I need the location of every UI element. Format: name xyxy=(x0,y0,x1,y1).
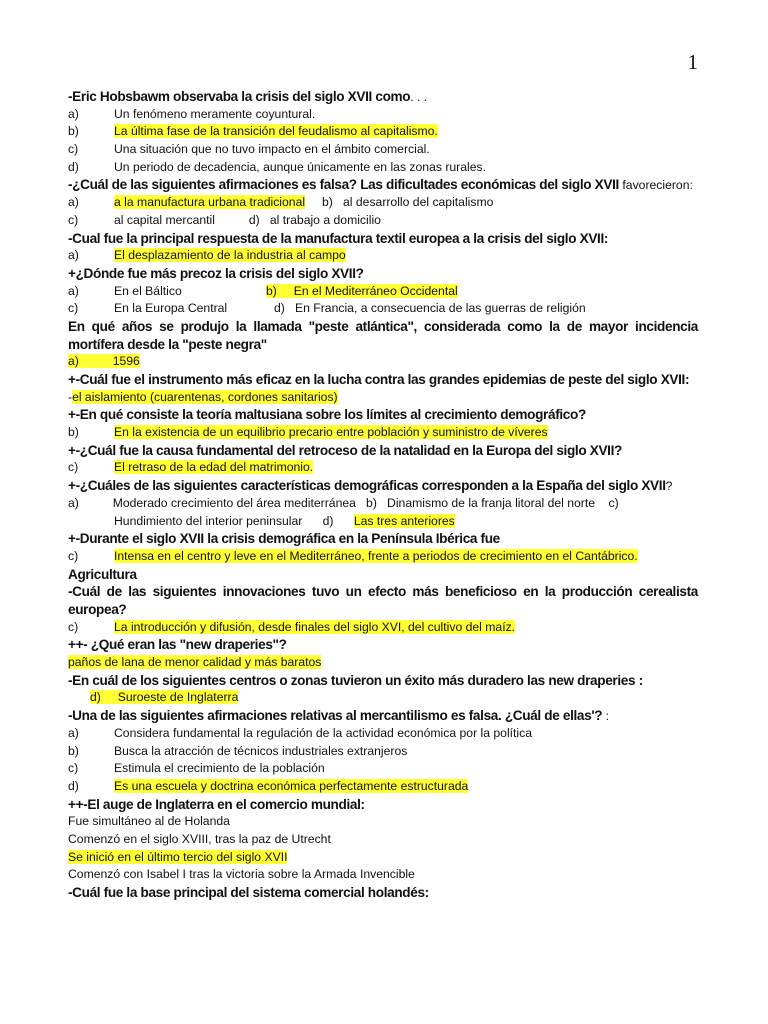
option-answer: a) El desplazamiento de la industria al campo xyxy=(68,248,346,263)
document-body xyxy=(68,88,698,902)
option: a) Considera fundamental la regulación de la actividad económica por la política xyxy=(68,725,533,740)
option: c) Una situación que no tuvo impacto en el ámbito comercial. xyxy=(68,142,430,157)
question-3: -Cual fue la principal respuesta de la manufactura textil europea a la crisis del siglo XVII: xyxy=(68,230,609,246)
option-answer: Se inició en el último tercio del siglo XVII xyxy=(68,849,288,864)
option: Comenzó con Isabel I tras la victoria sobre la Armada Invencible xyxy=(68,867,415,882)
page-number: 1 xyxy=(687,50,698,74)
option-answer: c) La introducción y difusión, desde finales del siglo XVI, del cultivo del maíz. xyxy=(68,619,516,634)
question-1: -Eric Hobsbawm observaba la crisis del siglo XVII como. . . xyxy=(68,89,428,104)
option: d) Un periodo de decadencia, aunque únicamente en las zonas rurales. xyxy=(68,159,486,174)
option: a) Un fenómeno meramente coyuntural. xyxy=(68,106,316,121)
question-2: -¿Cuál de las siguientes afirmaciones es falsa? Las dificultades económicas del siglo XVII favorecieron: xyxy=(68,177,693,193)
question-10: +-Durante el siglo XVII la crisis demográfica en la Península Ibérica fue xyxy=(68,531,500,547)
option: Fue simultáneo al de Holanda xyxy=(68,814,230,829)
question-6: +-Cuál fue el instrumento más eficaz en la lucha contra las grandes epidemias de peste del siglo XVII: xyxy=(68,372,690,388)
option-answer: c) Intensa en el centro y leve en el Mediterráneo, frente a periodos de crecimiento en el Cantábrico. xyxy=(68,548,638,563)
question-13: -En cuál de los siguientes centros o zonas tuvieron un éxito más duradero las new draperies : xyxy=(68,672,643,688)
question-16: -Cuál fue la base principal del sistema comercial holandés: xyxy=(68,885,429,901)
question-4: +¿Dónde fue más precoz la crisis del siglo XVII? xyxy=(68,265,364,281)
option-row: c) En la Europa Central d) En Francia, a consecuencia de las guerras de religión xyxy=(68,301,586,316)
question-8: +-¿Cuál fue la causa fundamental del retroceso de la natalidad en la Europa del siglo XVII? xyxy=(68,442,622,458)
option-row: Hundimiento del interior peninsular d) Las tres anteriores xyxy=(114,513,455,528)
question-15: ++-El auge de Inglaterra en el comercio mundial: xyxy=(68,796,365,812)
option-row: a) En el Báltico b) En el Mediterráneo Occidental xyxy=(68,283,458,298)
option: Comenzó en el siglo XVIII, tras la paz de Utrecht xyxy=(68,831,331,846)
question-14: -Una de las siguientes afirmaciones relativas al mercantilismo es falsa. ¿Cuál de ellas'? : xyxy=(68,708,610,724)
question-5: En qué años se produjo la llamada "peste atlántica", considerada como la de mayor incidencia mortífera desde la "peste negra" xyxy=(68,318,698,352)
option-answer: c) El retraso de la edad del matrimonio. xyxy=(68,460,314,475)
option-row: a) a la manufactura urbana tradicional b) al desarrollo del capitalismo xyxy=(68,195,494,210)
option-row: a) Moderado crecimiento del área mediterránea b) Dinamismo de la franja litoral del norte c) xyxy=(68,495,619,510)
option: c) Estimula el crecimiento de la población xyxy=(68,761,325,776)
question-7: +-En qué consiste la teoría maltusiana sobre los límites al crecimiento demográfico? xyxy=(68,407,586,423)
option-answer: paños de lana de menor calidad y más baratos xyxy=(68,655,322,670)
question-11: -Cuál de las siguientes innovaciones tuvo un efecto más beneficioso en la producción cerealista europea? xyxy=(68,584,698,617)
section-heading: Agricultura xyxy=(68,566,137,582)
option-row: c) al capital mercantil d) al trabajo a domicilio xyxy=(68,212,381,227)
option: b) Busca la atracción de técnicos industriales extranjeros xyxy=(68,743,408,758)
option-answer: b) La última fase de la transición del feudalismo al capitalismo. xyxy=(68,124,438,139)
option-answer: d) Es una escuela y doctrina económica perfectamente estructurada xyxy=(68,778,469,793)
option-answer: d) Suroeste de Inglaterra xyxy=(90,690,239,705)
question-12: ++- ¿Qué eran las "new draperies"? xyxy=(68,637,287,653)
option-answer: a) 1596 xyxy=(68,354,140,369)
question-9: +-¿Cuáles de las siguientes características demográficas corresponden a la España del siglo XVII? xyxy=(68,478,673,494)
option-answer: -el aislamiento (cuarentenas, cordones sanitarios) xyxy=(68,389,338,404)
option-answer: b) En la existencia de un equilibrio precario entre población y suministro de víveres xyxy=(68,425,548,440)
